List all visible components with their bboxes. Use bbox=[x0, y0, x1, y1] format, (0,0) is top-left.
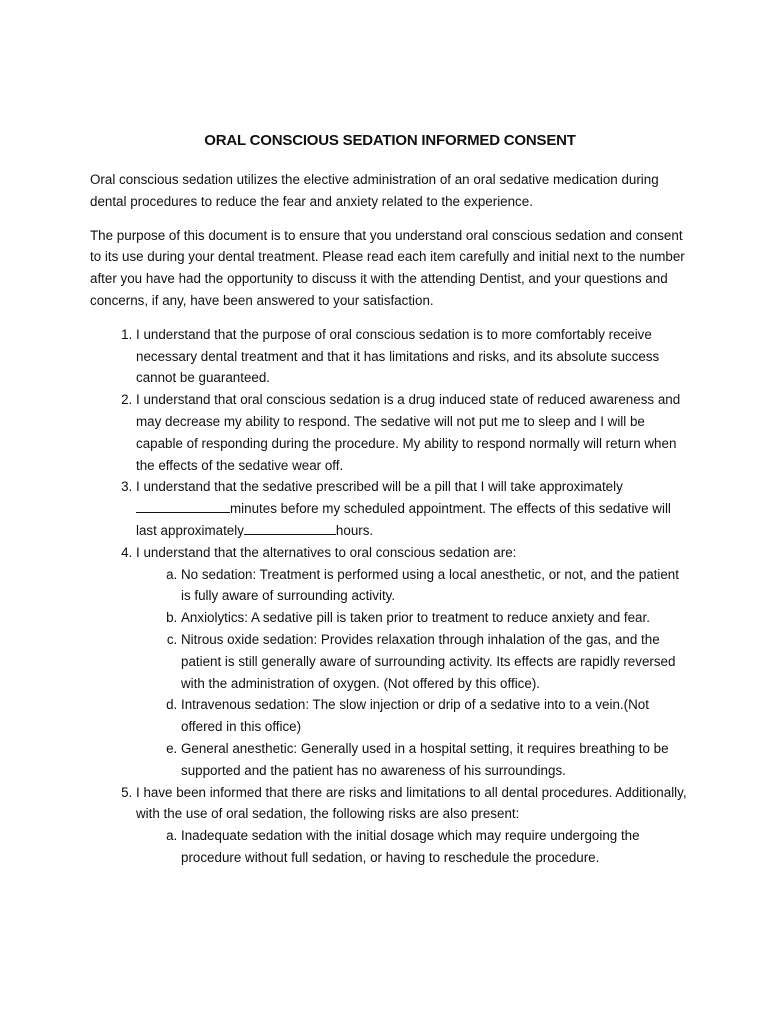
alternative-item: c. Nitrous oxide sedation: Provides relaxation through inhalation of the gas, and the patient is still generally aware of surrounding activity. Its effects are rapidly reversed with the administration of oxygen. (Not offered by this office). bbox=[181, 629, 690, 694]
alternative-item: a. No sedation: Treatment is performed using a local anesthetic, or not, and the patient is fully aware of surrounding activity. bbox=[181, 564, 690, 608]
consent-item-1-text: I understand that the purpose of oral conscious sedation is to more comfortably receive necessary dental treatment and that it has limitations and risks, and its absolute success cannot be guaranteed. bbox=[136, 326, 660, 386]
consent-document bbox=[90, 130, 690, 869]
alternatives-list bbox=[136, 564, 690, 782]
consent-item-5-text: I have been informed that there are risks and limitations to all dental procedures. Additionally, with the use of oral sedation, the following risks are also present: bbox=[136, 784, 687, 822]
consent-item-3-text-part3: hours. bbox=[335, 522, 374, 538]
consent-item-2 bbox=[136, 389, 690, 476]
consent-item-1 bbox=[136, 324, 690, 389]
consent-item-3-text-part2: minutes before my scheduled appointment. The effects of this sedative will last approximately bbox=[136, 501, 671, 538]
consent-item-2-text: I understand that oral conscious sedation is a drug induced state of reduced awareness and may decrease my ability to respond. The sedative will not put me to sleep and I will be capable of responding during the procedure. My ability to respond normally will return when the effects of the sedative wear off. bbox=[136, 392, 681, 473]
consent-item-4-text: I understand that the alternatives to oral conscious sedation are: bbox=[136, 544, 517, 560]
risks-list bbox=[136, 825, 690, 869]
consent-item-3-text-part1: I understand that the sedative prescribed will be a pill that I will take approximately bbox=[136, 479, 623, 495]
intro-paragraph: Oral conscious sedation utilizes the elective administration of an oral sedative medication during dental procedures to reduce the fear and anxiety related to the experience. bbox=[90, 172, 659, 209]
risk-item: a. Inadequate sedation with the initial dosage which may require undergoing the procedure without full sedation, or having to reschedule the procedure. bbox=[181, 825, 690, 869]
hours-blank-field[interactable] bbox=[244, 520, 336, 535]
minutes-blank-field[interactable] bbox=[136, 498, 230, 513]
alternative-item: b. Anxiolytics: A sedative pill is taken prior to treatment to reduce anxiety and fear. bbox=[181, 607, 690, 629]
document-title: ORAL CONSCIOUS SEDATION INFORMED CONSENT bbox=[204, 132, 576, 149]
alternative-item: d. Intravenous sedation: The slow injection or drip of a sedative into to a vein.(Not offered in this office) bbox=[181, 694, 690, 738]
consent-item-4 bbox=[136, 542, 690, 782]
consent-items-list bbox=[90, 324, 690, 869]
consent-item-3 bbox=[136, 476, 690, 541]
purpose-paragraph: The purpose of this document is to ensure that you understand oral conscious sedation and consent to its use during your dental treatment. Please read each item carefully and initial next to the number after you have had the opportunity to discuss it with the attending Dentist, and your questions and concerns, if any, have been answered to your satisfaction. bbox=[90, 227, 685, 308]
consent-item-5 bbox=[136, 782, 690, 869]
alternative-item: e. General anesthetic: Generally used in a hospital setting, it requires breathing to be supported and the patient has no awareness of his surroundings. bbox=[181, 738, 690, 782]
